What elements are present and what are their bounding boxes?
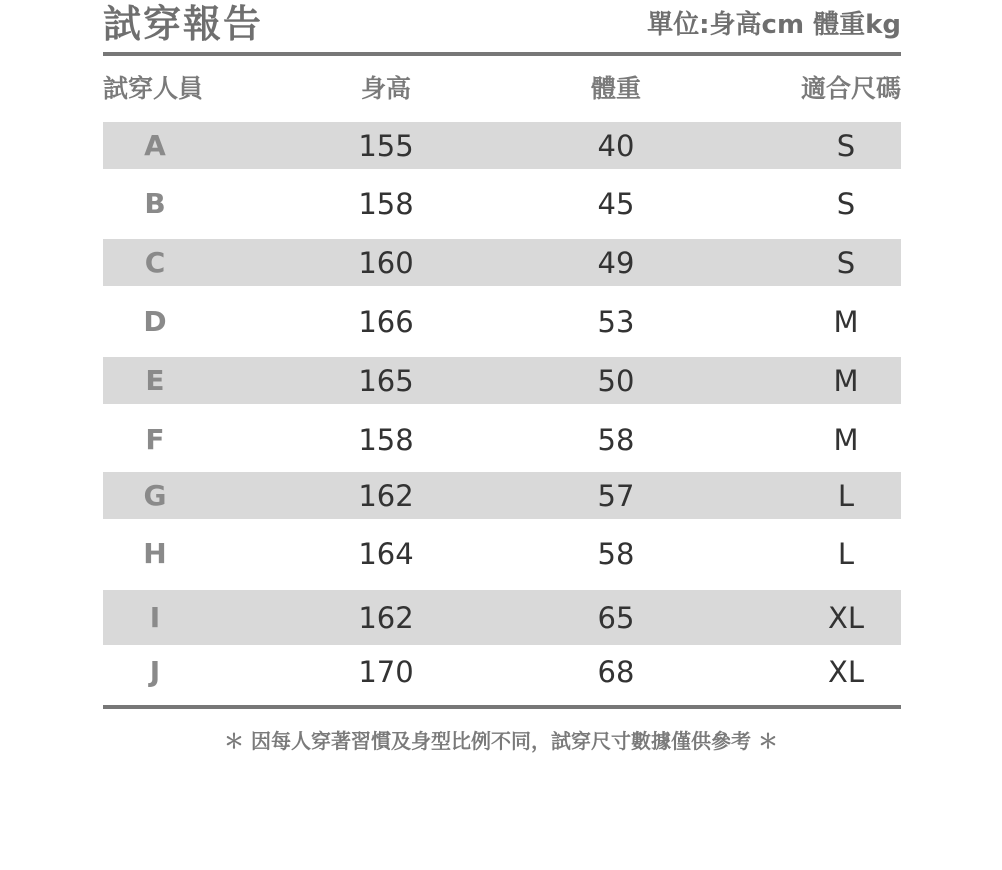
bottom-divider (103, 705, 901, 709)
tester-id: I (149, 600, 161, 634)
weight-cell: 68 (597, 654, 635, 689)
height-cell: 160 (358, 245, 414, 280)
height-cell: 158 (358, 186, 414, 221)
height-cell: 164 (358, 536, 414, 571)
tester-id: B (144, 186, 166, 220)
unit-note: 單位:身高cm 體重kg (647, 10, 901, 40)
tester-id: C (144, 245, 166, 279)
column-header-weight: 體重 (590, 74, 642, 103)
table-row (103, 180, 901, 227)
table-row (103, 122, 901, 169)
tester-id: E (145, 363, 165, 397)
size-cell: M (833, 422, 859, 457)
weight-cell: 53 (597, 304, 635, 339)
weight-cell: 49 (597, 245, 635, 280)
tester-id: D (143, 304, 167, 338)
height-cell: 162 (358, 600, 414, 635)
size-cell: XL (827, 654, 865, 689)
weight-cell: 57 (597, 478, 635, 513)
report-header (103, 0, 901, 52)
table-row (103, 416, 901, 463)
size-cell: L (837, 536, 855, 571)
table-row (103, 590, 901, 645)
height-cell: 170 (358, 654, 414, 689)
table-row (103, 648, 901, 695)
column-header-size: 適合尺碼 (800, 74, 901, 103)
table-row (103, 239, 901, 286)
tester-id: F (145, 422, 165, 456)
size-cell: L (837, 478, 855, 513)
size-cell: S (836, 245, 856, 280)
disclaimer-note: ＊ 因每人穿著習慣及身型比例不同，試穿尺寸數據僅供參考 ＊ (224, 729, 778, 753)
column-header-height: 身高 (360, 74, 412, 103)
table-row (103, 357, 901, 404)
weight-cell: 58 (597, 536, 635, 571)
weight-cell: 58 (597, 422, 635, 457)
weight-cell: 40 (597, 128, 635, 163)
table-row (103, 472, 901, 519)
weight-cell: 50 (597, 363, 635, 398)
weight-cell: 65 (597, 600, 635, 635)
page-title: 試穿報告 (103, 2, 264, 46)
size-cell: M (833, 304, 859, 339)
height-cell: 162 (358, 478, 414, 513)
size-cell: S (836, 128, 856, 163)
table-row (103, 530, 901, 577)
tester-id: A (144, 128, 166, 162)
height-cell: 165 (358, 363, 414, 398)
table-header (103, 70, 901, 110)
height-cell: 158 (358, 422, 414, 457)
tester-id: H (143, 536, 167, 570)
height-cell: 155 (358, 128, 414, 163)
weight-cell: 45 (597, 186, 635, 221)
size-cell: S (836, 186, 856, 221)
table-row (103, 298, 901, 345)
size-cell: XL (827, 600, 865, 635)
tester-id: G (143, 478, 167, 512)
top-divider (103, 52, 901, 56)
column-header-tester: 試穿人員 (103, 74, 204, 103)
height-cell: 166 (358, 304, 414, 339)
size-cell: M (833, 363, 859, 398)
tester-id: J (149, 654, 161, 688)
